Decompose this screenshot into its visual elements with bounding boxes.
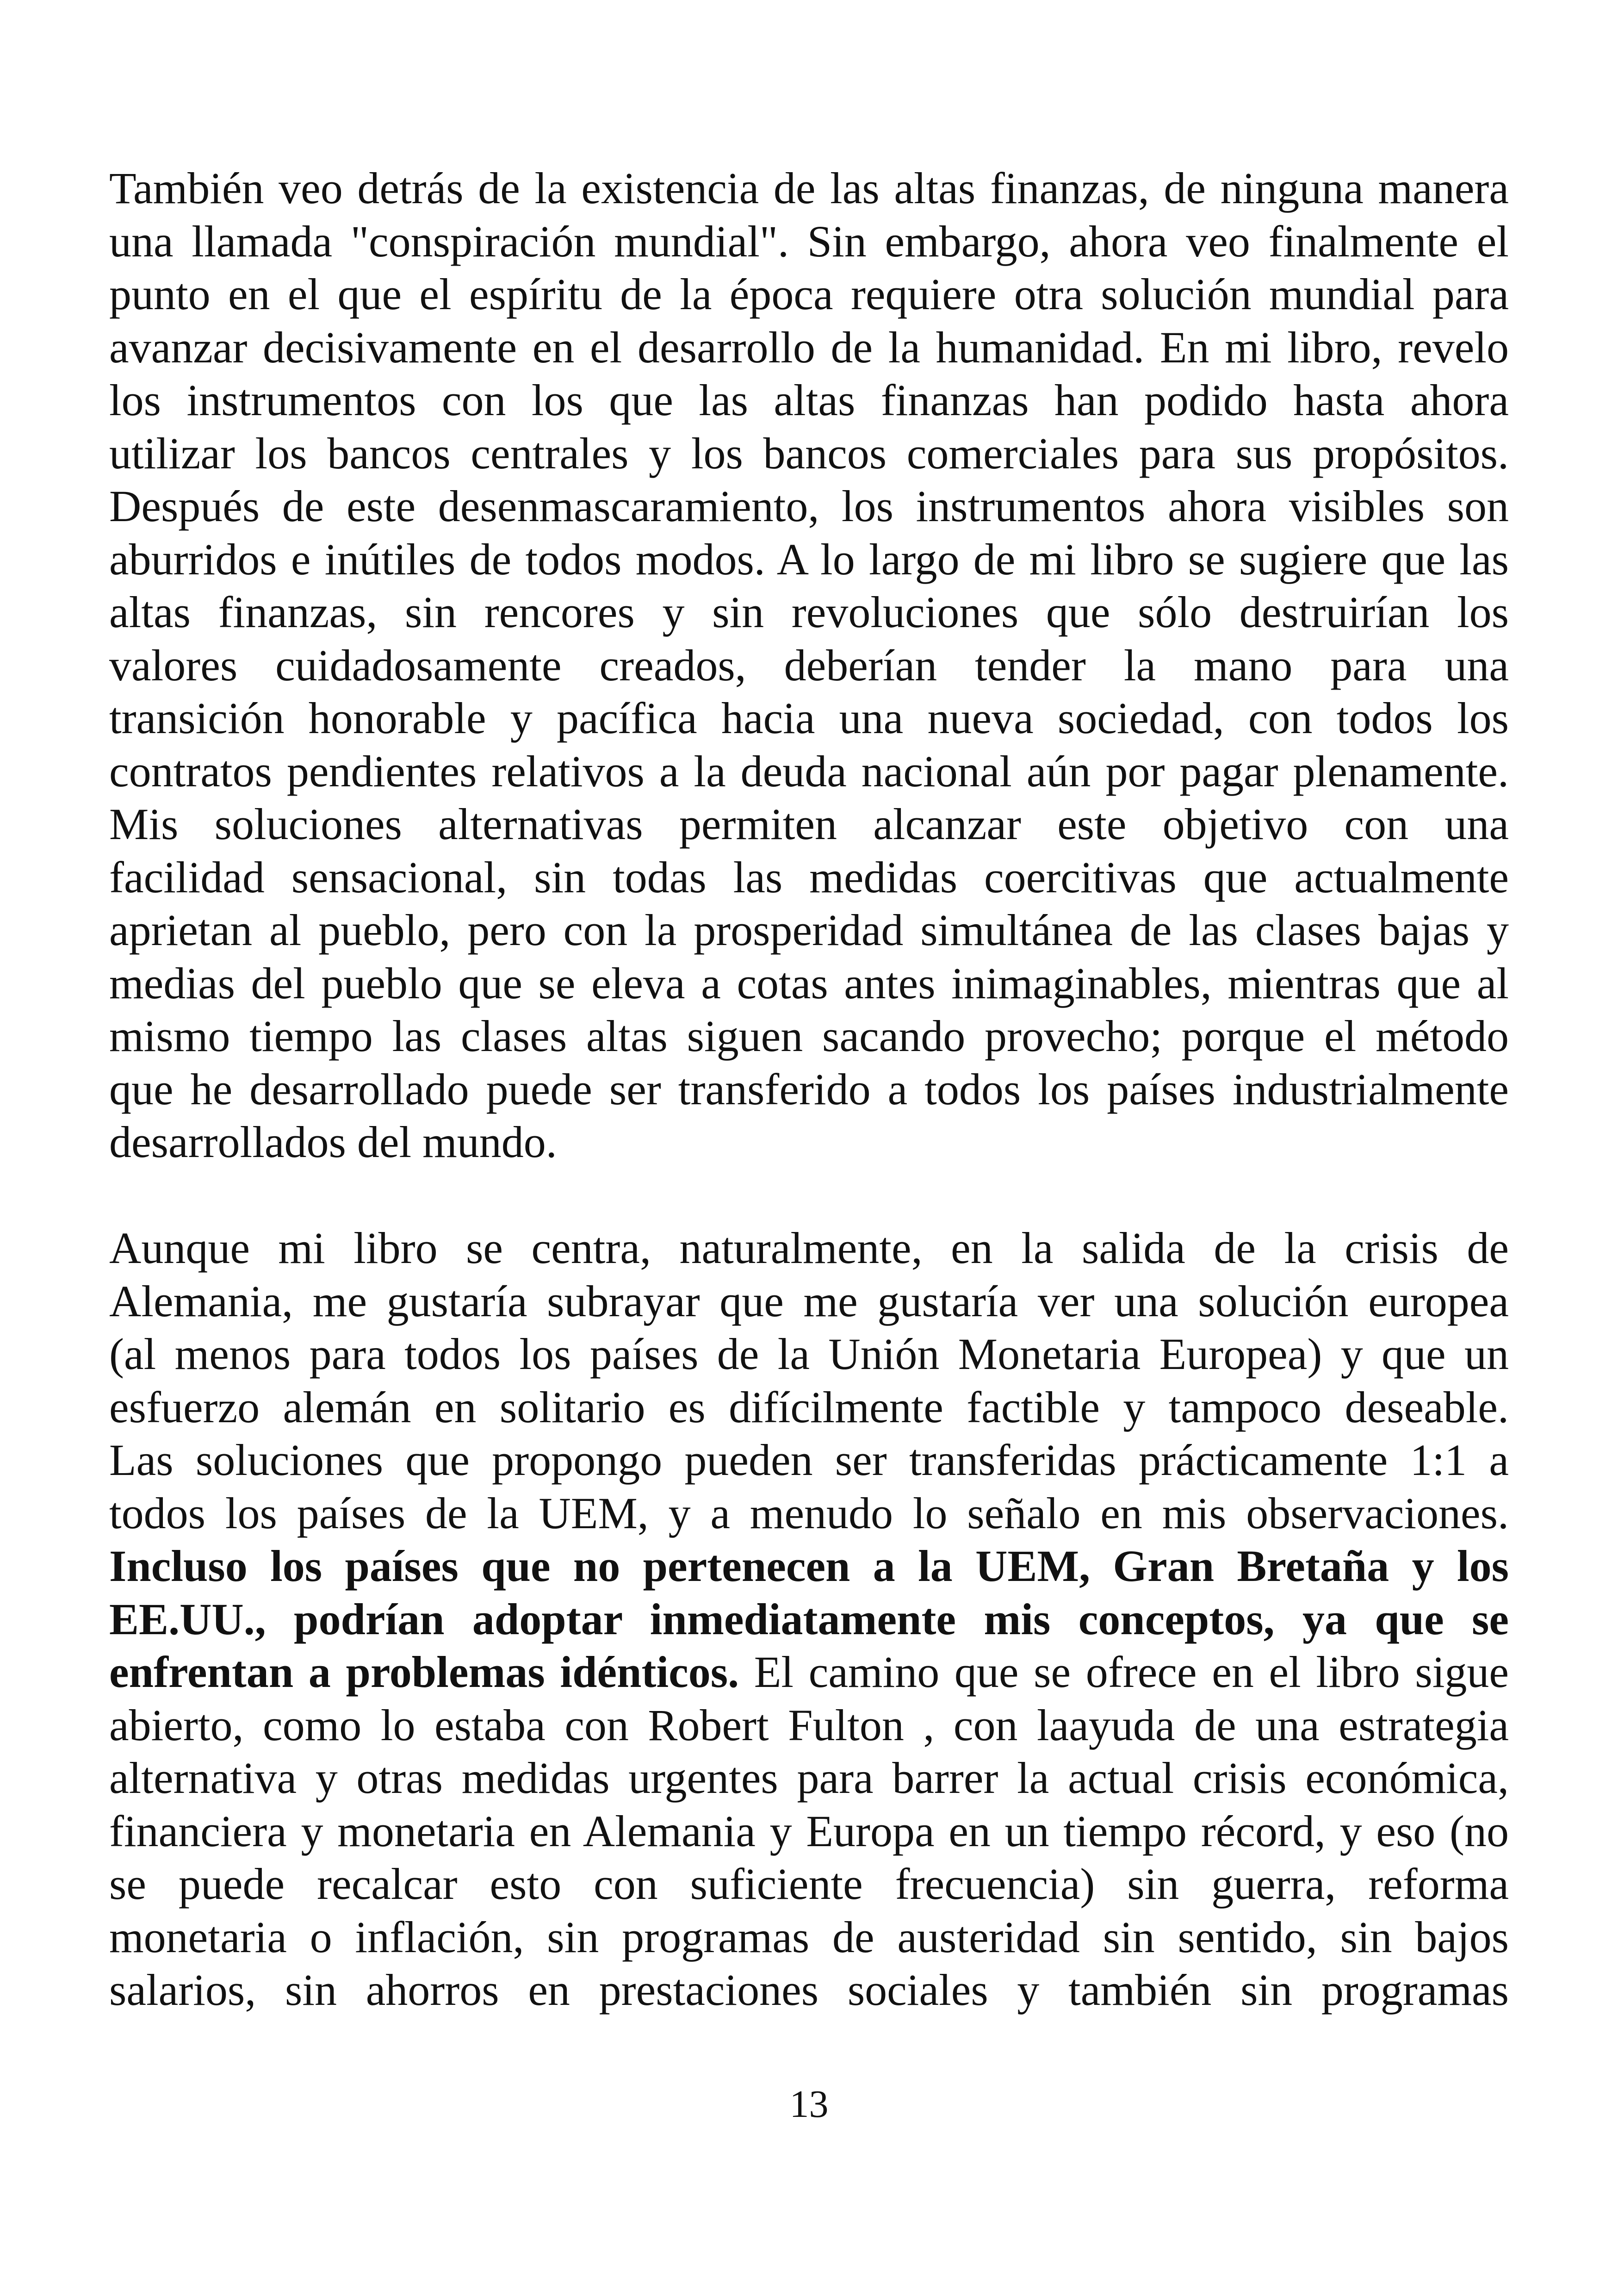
text-line: punto en el que el espíritu de la época requiere otra solución mundial para	[109, 269, 1509, 319]
text-line: utilizar los bancos centrales y los bancos comerciales para sus propósitos.	[109, 428, 1509, 478]
text-line: que he desarrollado puede ser transferido a todos los países industrialmente	[109, 1064, 1509, 1114]
text-line: (al menos para todos los países de la Unión Monetaria Europea) y que un	[109, 1329, 1509, 1379]
text-line: medias del pueblo que se eleva a cotas antes inimaginables, mientras que al	[109, 958, 1509, 1008]
text-line: alternativa y otras medidas urgentes para barrer la actual crisis económica,	[109, 1753, 1509, 1803]
text-line: facilidad sensacional, sin todas las medidas coercitivas que actualmente	[109, 852, 1509, 902]
text-line: contratos pendientes relativos a la deuda nacional aún por pagar plenamente.	[109, 746, 1509, 796]
text-line: todos los países de la UEM, y a menudo lo señalo en mis observaciones.	[109, 1488, 1509, 1538]
text-line: se puede recalcar esto con suficiente frecuencia) sin guerra, reforma	[109, 1859, 1509, 1909]
paragraph-1	[109, 162, 1509, 1169]
text-line: salarios, sin ahorros en prestaciones sociales y también sin programas	[109, 1965, 1509, 2015]
text-line: abierto, como lo estaba con Robert Fulton , con laayuda de una estrategia	[109, 1700, 1509, 1750]
text-line: Aunque mi libro se centra, naturalmente, en la salida de la crisis de	[109, 1223, 1509, 1273]
regular-text-run: El camino que se ofrece en el libro sigue	[739, 1647, 1509, 1697]
text-line: También veo detrás de la existencia de las altas finanzas, de ninguna manera	[109, 163, 1509, 213]
text-line: avanzar decisivamente en el desarrollo de la humanidad. En mi libro, revelo	[109, 322, 1509, 372]
text-line: Después de este desenmascaramiento, los instrumentos ahora visibles son	[109, 481, 1509, 531]
text-line: financiera y monetaria en Alemania y Europa en un tiempo récord, y eso (no	[109, 1806, 1509, 1856]
text-line: desarrollados del mundo.	[109, 1117, 557, 1167]
text-line: una llamada "conspiración mundial". Sin embargo, ahora veo finalmente el	[109, 216, 1509, 266]
bold-text-run: enfrentan a problemas idénticos.	[109, 1647, 739, 1697]
text-line: mismo tiempo las clases altas siguen sacando provecho; porque el método	[109, 1011, 1509, 1061]
page-number: 13	[789, 2083, 829, 2126]
text-line: Las soluciones que propongo pueden ser transferidas prácticamente 1:1 a	[109, 1435, 1509, 1485]
text-line: Alemania, me gustaría subrayar que me gustaría ver una solución europea	[109, 1276, 1509, 1326]
text-line: aprietan al pueblo, pero con la prosperidad simultánea de las clases bajas y	[109, 905, 1509, 955]
paragraph-2	[109, 1222, 1509, 2017]
text-line: Mis soluciones alternativas permiten alcanzar este objetivo con una	[109, 799, 1509, 849]
bold-text-line: EE.UU., podrían adoptar inmediatamente mis conceptos, ya que se	[109, 1594, 1509, 1644]
text-line: altas finanzas, sin rencores y sin revoluciones que sólo destruirían los	[109, 587, 1509, 637]
bold-text-line: Incluso los países que no pertenecen a la UEM, Gran Bretaña y los	[109, 1541, 1509, 1591]
mixed-text-line	[109, 1646, 1509, 1699]
text-line: esfuerzo alemán en solitario es difícilmente factible y tampoco deseable.	[109, 1382, 1509, 1432]
text-line: aburridos e inútiles de todos modos. A lo largo de mi libro se sugiere que las	[109, 534, 1509, 584]
text-line: valores cuidadosamente creados, deberían tender la mano para una	[109, 640, 1509, 690]
text-line: monetaria o inflación, sin programas de austeridad sin sentido, sin bajos	[109, 1912, 1509, 1962]
text-line: transición honorable y pacífica hacia una nueva sociedad, con todos los	[109, 693, 1509, 743]
text-line: los instrumentos con los que las altas finanzas han podido hasta ahora	[109, 375, 1509, 425]
